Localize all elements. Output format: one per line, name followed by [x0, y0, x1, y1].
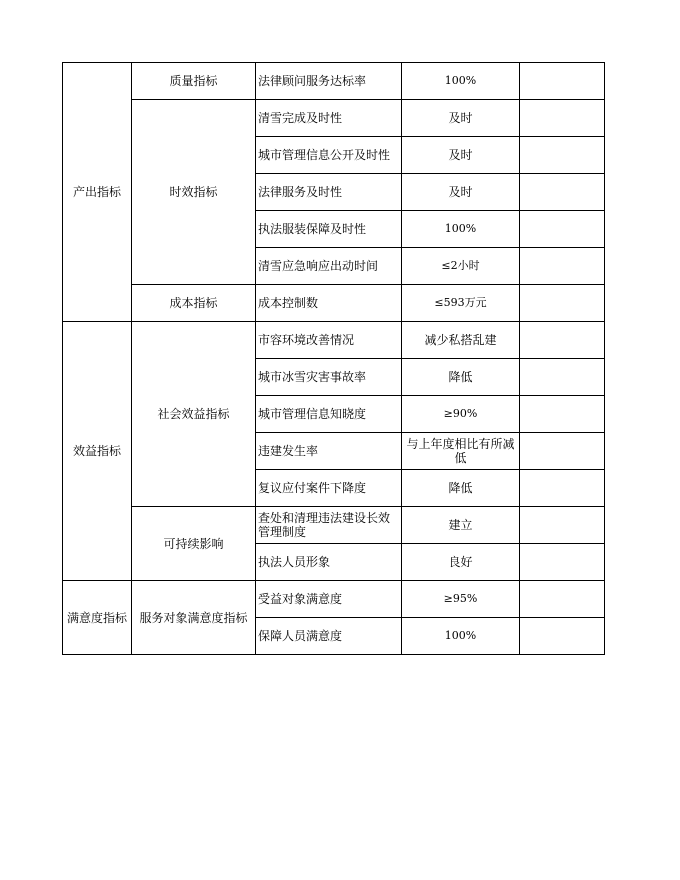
level1-indicator-cell: 产出指标: [63, 63, 132, 322]
target-value-cell: 良好: [402, 544, 520, 581]
target-value-cell: 及时: [402, 174, 520, 211]
target-value-cell: 降低: [402, 470, 520, 507]
target-value-cell: 降低: [402, 359, 520, 396]
level2-indicator-cell: 服务对象满意度指标: [132, 581, 256, 655]
indicator-name-cell: 保障人员满意度: [256, 618, 402, 655]
level2-indicator-cell: 成本指标: [132, 285, 256, 322]
indicator-name-cell: 法律顾问服务达标率: [256, 63, 402, 100]
target-value-cell: 100%: [402, 211, 520, 248]
indicator-name-cell: 城市冰雪灾害事故率: [256, 359, 402, 396]
level2-indicator-cell: 时效指标: [132, 100, 256, 285]
indicator-name-cell: 受益对象满意度: [256, 581, 402, 618]
blank-cell: [520, 396, 605, 433]
blank-cell: [520, 137, 605, 174]
table-row: [63, 322, 605, 359]
table-body: [63, 63, 605, 655]
target-value-cell: 建立: [402, 507, 520, 544]
blank-cell: [520, 63, 605, 100]
blank-cell: [520, 322, 605, 359]
indicator-name-cell: 城市管理信息知晓度: [256, 396, 402, 433]
blank-cell: [520, 211, 605, 248]
target-value-cell: 100%: [402, 618, 520, 655]
indicator-name-cell: 复议应付案件下降度: [256, 470, 402, 507]
blank-cell: [520, 544, 605, 581]
target-value-cell: 减少私搭乱建: [402, 322, 520, 359]
target-value-cell: 100%: [402, 63, 520, 100]
blank-cell: [520, 470, 605, 507]
blank-cell: [520, 248, 605, 285]
target-value-cell: ≤2小时: [402, 248, 520, 285]
target-value-cell: ≥95%: [402, 581, 520, 618]
indicator-name-cell: 查处和清理违法建设长效管理制度: [256, 507, 402, 544]
blank-cell: [520, 100, 605, 137]
indicator-name-cell: 法律服务及时性: [256, 174, 402, 211]
target-value-cell: 与上年度相比有所减低: [402, 433, 520, 470]
level2-indicator-cell: 社会效益指标: [132, 322, 256, 507]
table-row: [63, 507, 605, 544]
performance-indicator-table: [62, 62, 605, 655]
indicator-name-cell: 违建发生率: [256, 433, 402, 470]
indicator-name-cell: 执法服装保障及时性: [256, 211, 402, 248]
level2-indicator-cell: 质量指标: [132, 63, 256, 100]
table-row: [63, 100, 605, 137]
table-row: [63, 285, 605, 322]
level1-indicator-cell: 效益指标: [63, 322, 132, 581]
indicator-name-cell: 清雪完成及时性: [256, 100, 402, 137]
blank-cell: [520, 581, 605, 618]
indicator-name-cell: 执法人员形象: [256, 544, 402, 581]
blank-cell: [520, 285, 605, 322]
level1-indicator-cell: 满意度指标: [63, 581, 132, 655]
indicator-name-cell: 市容环境改善情况: [256, 322, 402, 359]
blank-cell: [520, 618, 605, 655]
target-value-cell: 及时: [402, 137, 520, 174]
blank-cell: [520, 359, 605, 396]
indicator-name-cell: 城市管理信息公开及时性: [256, 137, 402, 174]
indicator-name-cell: 成本控制数: [256, 285, 402, 322]
blank-cell: [520, 507, 605, 544]
indicator-name-cell: 清雪应急响应出动时间: [256, 248, 402, 285]
blank-cell: [520, 433, 605, 470]
target-value-cell: ≤593万元: [402, 285, 520, 322]
target-value-cell: ≥90%: [402, 396, 520, 433]
level2-indicator-cell: 可持续影响: [132, 507, 256, 581]
table-row: [63, 581, 605, 618]
target-value-cell: 及时: [402, 100, 520, 137]
table-row: [63, 63, 605, 100]
blank-cell: [520, 174, 605, 211]
